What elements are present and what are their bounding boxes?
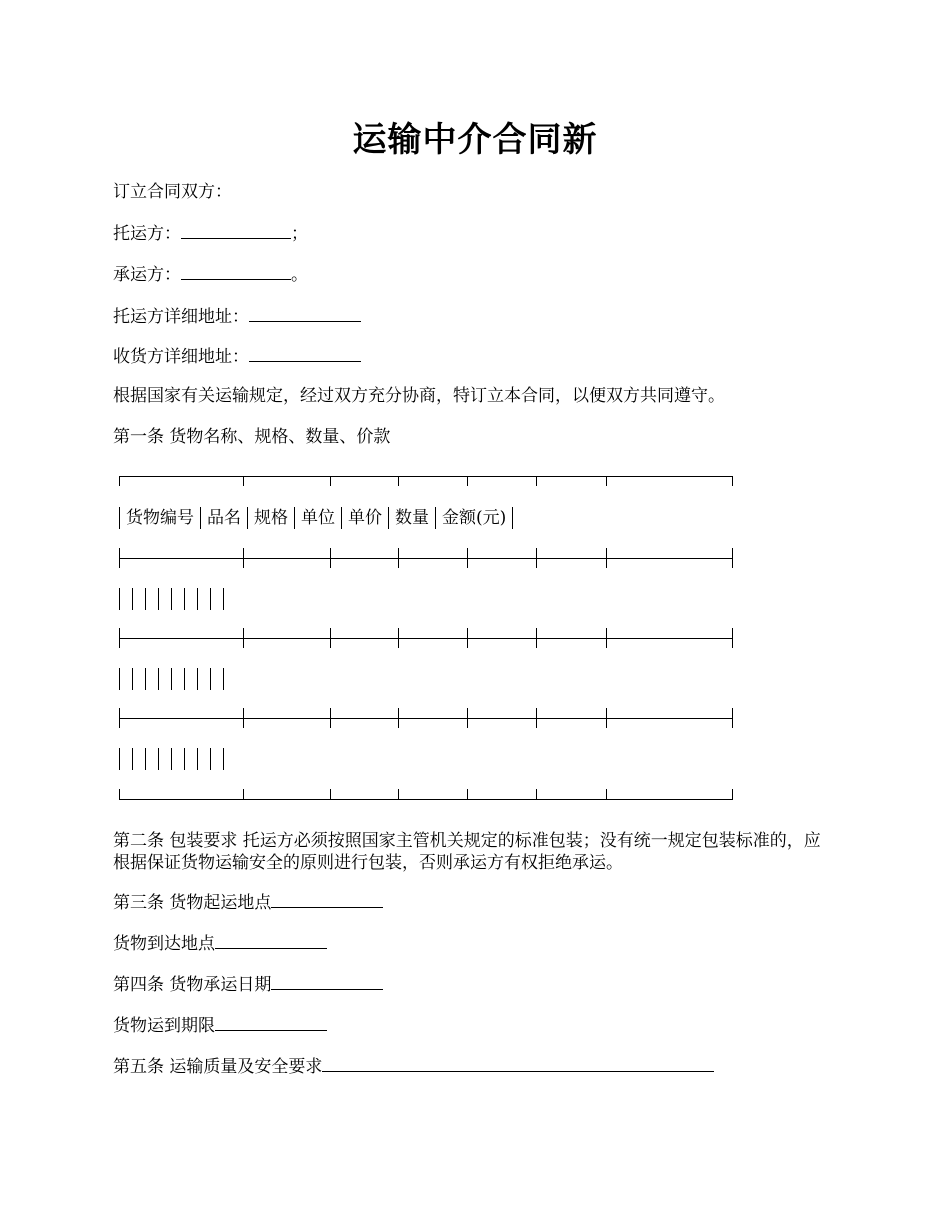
article-3-line <box>113 890 383 914</box>
table-tick <box>606 548 607 568</box>
shipper-end: ； <box>291 224 308 244</box>
consignee-address-line <box>113 344 361 368</box>
table-tick <box>467 708 468 728</box>
shipper-label: 托运方： <box>113 224 181 244</box>
table-tick <box>732 628 733 648</box>
table-border-top <box>119 476 733 477</box>
table-tick <box>119 548 120 568</box>
table-tick <box>119 476 120 486</box>
table-tick <box>536 708 537 728</box>
table-tick <box>398 548 399 568</box>
consignee-address-label: 收货方详细地址： <box>113 347 249 367</box>
table-tick <box>467 789 468 800</box>
article-4-line <box>113 972 383 996</box>
table-header-cell: 单价 <box>348 508 382 528</box>
table-tick <box>536 476 537 486</box>
table-tick <box>243 628 244 648</box>
arrival-place-label: 货物到达地点 <box>113 934 215 954</box>
table-tick <box>398 708 399 728</box>
table-header-cell: 数量 <box>395 508 429 528</box>
table-tick <box>330 708 331 728</box>
shipper-address-label: 托运方详细地址： <box>113 307 249 327</box>
table-tick <box>606 789 607 800</box>
table-row <box>113 748 230 770</box>
table-tick <box>330 476 331 486</box>
table-header-cell: 货物编号 <box>126 508 194 528</box>
shipper-address-blank[interactable] <box>249 304 361 322</box>
shipper-line <box>113 221 308 245</box>
table-tick <box>732 476 733 486</box>
table-tick <box>330 789 331 800</box>
table-row <box>113 668 230 690</box>
table-row <box>113 588 230 610</box>
article-5-line <box>113 1054 714 1078</box>
table-border-bottom <box>119 799 733 800</box>
table-row-separator <box>119 638 733 639</box>
table-tick <box>536 628 537 648</box>
table-tick <box>398 789 399 800</box>
table-tick <box>536 548 537 568</box>
arrival-place-line <box>113 931 327 955</box>
article-3-label: 第三条 货物起运地点 <box>113 893 272 913</box>
article-4-label: 第四条 货物承运日期 <box>113 975 272 995</box>
shipper-address-line <box>113 304 361 328</box>
quality-requirements-blank[interactable] <box>322 1054 714 1072</box>
table-header-cell: 品名 <box>207 508 241 528</box>
table-tick <box>243 708 244 728</box>
arrival-deadline-label: 货物运到期限 <box>113 1016 215 1036</box>
table-tick <box>606 708 607 728</box>
table-row-separator <box>119 718 733 719</box>
preamble: 根据国家有关运输规定，经过双方充分协商，特订立本合同，以便双方共同遵守。 <box>113 386 725 406</box>
table-tick <box>732 548 733 568</box>
parties-intro: 订立合同双方： <box>113 182 232 202</box>
table-tick <box>119 789 120 800</box>
table-tick <box>536 789 537 800</box>
ship-date-blank[interactable] <box>271 972 383 990</box>
table-tick <box>732 708 733 728</box>
document-title: 运输中介合同新 <box>352 120 598 160</box>
table-header-cell: 单位 <box>301 508 335 528</box>
arrival-deadline-blank[interactable] <box>215 1013 327 1031</box>
table-tick <box>606 628 607 648</box>
table-tick <box>243 789 244 800</box>
carrier-line <box>113 262 308 286</box>
table-tick <box>243 548 244 568</box>
arrival-deadline-line <box>113 1013 327 1037</box>
table-tick <box>330 548 331 568</box>
table-header-cell: 规格 <box>254 508 288 528</box>
article-2: 第二条 包装要求 托运方必须按照国家主管机关规定的标准包装；没有统一规定包装标准的，应根据保证货物运输安全的原则进行包装，否则承运方有权拒绝承运。 <box>113 831 821 873</box>
table-tick <box>119 628 120 648</box>
table-tick <box>732 789 733 800</box>
table-tick <box>398 628 399 648</box>
table-tick <box>119 708 120 728</box>
table-tick <box>330 628 331 648</box>
table-tick <box>398 476 399 486</box>
table-tick <box>467 476 468 486</box>
table-header-row <box>113 507 519 529</box>
table-tick <box>243 476 244 486</box>
shipper-blank[interactable] <box>181 221 291 239</box>
article-1-heading: 第一条 货物名称、规格、数量、价款 <box>113 427 391 447</box>
table-row-separator <box>119 558 733 559</box>
table-header-cell: 金额(元) <box>442 508 507 528</box>
article-5-label: 第五条 运输质量及安全要求 <box>113 1057 323 1077</box>
arrival-place-blank[interactable] <box>215 931 327 949</box>
table-tick <box>467 548 468 568</box>
carrier-label: 承运方： <box>113 265 181 285</box>
table-tick <box>467 628 468 648</box>
table-tick <box>606 476 607 486</box>
origin-blank[interactable] <box>271 890 383 908</box>
carrier-blank[interactable] <box>181 262 291 280</box>
carrier-end: 。 <box>291 265 308 285</box>
consignee-address-blank[interactable] <box>249 344 361 362</box>
